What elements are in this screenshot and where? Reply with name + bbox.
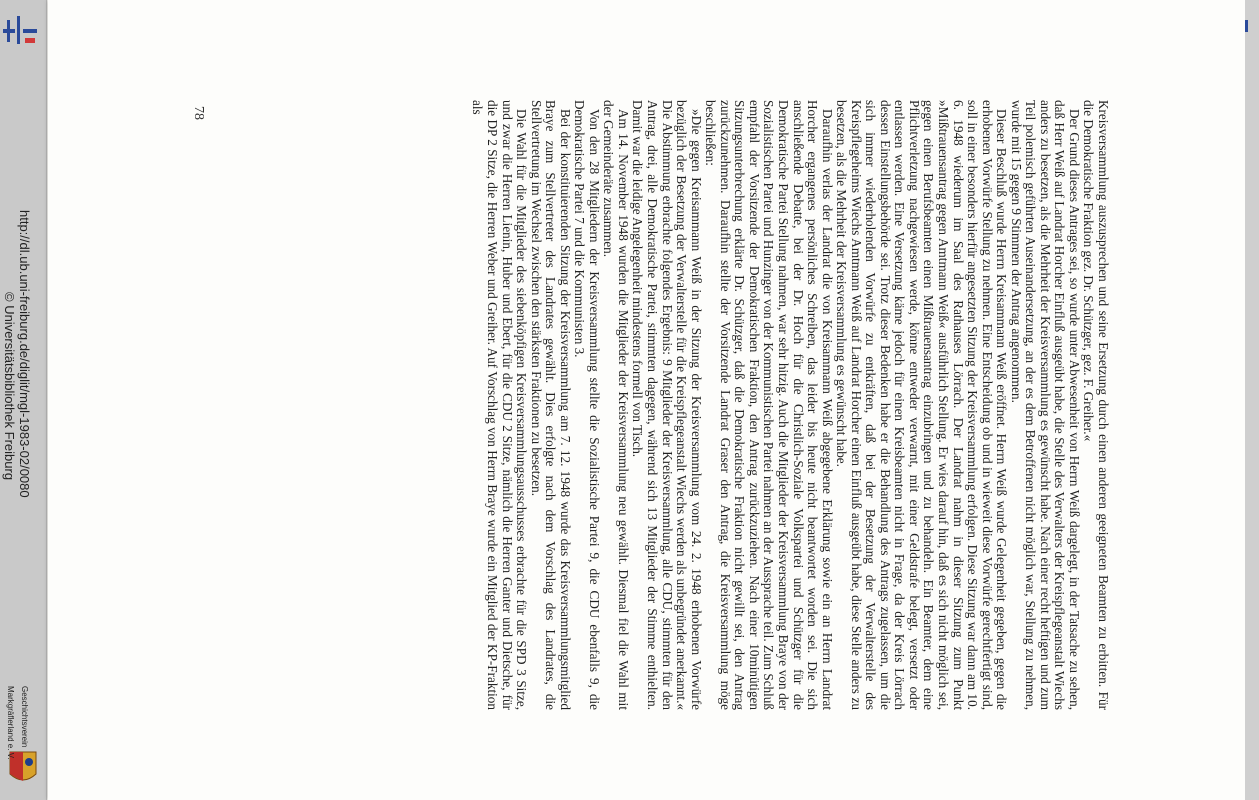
logo-fragment-icon xyxy=(1243,18,1253,34)
rotated-text-block xyxy=(175,100,1110,710)
paragraph: Dieser Beschluß wurde Herrn Kreisammann Weiß eröffnet. Herrn Weiß wurde Gelegenheit gegeben, gegen die erhobenen Vorwürfe Stellung zu nehmen. Eine Entscheidung ob und in wieweit diese Vorwürfe gerechtfertigt sind, soll in einer besonders hierfür angesetzten Sitzung der Kreisversammlung erfolgen. Diese Sitzung war dann am 10. 6. 1948 wiederum im Saal des Rathauses Lörrach. Der Landrat nahm in dieser Sitzung zum Punkt »Mißtrauensantrag gegen Amtmann Weiß« ausführlich Stellung. Er wies darauf hin, daß es sich nicht möglich sei, gegen einen Berufsbeamten einen Mißtrauensantrag einzubringen und zu behandeln. Ein Beamter, dem eine Pflichtverletzung nachgewiesen werde, könne entweder verwarnt, mit einer Geldstrafe belegt, versetzt oder entlassen werden. Eine Versetzung käme jedoch für einen Kreisbeamten nicht in Frage, da der Kreis Lörrach dessen Einstellungsbehörde sei. Trotz dieser Bedenken habe er die Behandlung des Antrags zugelassen, um die sich immer wiederholenden Vorwürfe zu entkräften, daß bei der Besetzung der Verwalterstelle des Kreispflegeheims Wiechs Amtmann Weiß auf Landrat Horcher einen Einfluß ausgeübt habe, diese Stelle anders zu besetzen, als die Mehrheit der Kreisversammlung es gewünscht habe. xyxy=(834,100,1010,710)
paragraph: Am 14. November 1948 wurden die Mitglieder der Kreisversammlung neu gewählt. Diesmal fiel die Wahl mit der Gemeinderäte zusammen. xyxy=(601,100,631,710)
page-number: 78 xyxy=(191,106,206,120)
coat-of-arms-icon xyxy=(8,748,38,788)
paragraph: »Die gegen Kreisammann Weiß in der Sitzung der Kreisversammlung vom 24. 2. 1948 erhobenen Vorwürfe bezüglich der Besetzung der Verwalterstelle für die Kreispflegeanstalt Wiechs werden als unbegründet anerkannt.« Die Abstimmung erbrachte folgendes Ergebnis: 9 Mitglieder der Kreisversammlung, alle CDU, stimmten für den Antrag, drei, alle Demokratische Partei, stimmten dagegen, während sich 13 Mitglieder der Stimme enthielten. Damit war die leidige Angelegenheit mindestens formell von Tisch. xyxy=(630,100,704,710)
paragraph: Daraufhin verlas der Landrat die von Kreisammann Weiß abgegebene Erklärung sowie ein an Herrn Landrat Horcher ergangenes persönliches Schreiben, das leider bis heute nicht beantwortet worden sei. Die sich anschließende Debatte, bei der Dr. Hoch für die Christlich-Soziale Volkspartei und Schützger für die Demokratische Partei Stellung nahmen, war sehr hitzig. Auch die Mitglieder der Kreisversammlung Braye von der Sozialistischen Partei und Hunzinger von der Kommunistischen Partei nahmen an der Aussprache teil. Zum Schluß empfahl der Vorsitzende der Demokratischen Fraktion, den Antrag zurückzuziehen. Nach einer 10minütigen Sitzungsunterbrechung erklärte Dr. Schützger, daß die Demokratische Fraktion nicht gewillt sei, den Antrag zurückzunehmen. Daraufhin stellte der Vorsitzende Landrat Graser den Antrag, die Kreisversammlung möge beschließen: xyxy=(703,100,835,710)
source-url: http://dl.ub.uni-freiburg.de/diglit/mgl-1983-02/0080 xyxy=(17,210,32,498)
paragraph: Der Grund dieses Antrages sei, so wurde unter Abwesenheit von Herrn Weiß dargelegt, in der Tatsache zu sehen, daß Herr Weiß auf Landrat Horcher Einfluß ausgeübt habe, die Stelle des Verwalters der Kreispflegeanstalt Wiechs anders zu besetzen, als die Mehrheit der Kreisversammlung es gewünscht habe. Nach einer recht heftigen und zum Teil polemisch geführten Auseinandersetzung, an der es dem Betroffenen nicht möglich war, Stellung zu nehmen, wurde mit 15 gegen 9 Stimmen der Antrag angenommen. xyxy=(1008,100,1082,710)
paragraph: Von den 28 Mitgliedern der Kreisversammlung stellte die Sozialistische Partei 9, die CDU ebenfalls 9, die Demokratische Partei 7 und die Kommunisten 3. xyxy=(572,100,602,710)
paragraph: Kreisversammlung auszusprechen und seine Ersetzung durch einen anderen geeigneten Beamten zu erbitten. Für die Demokratische Fraktion gez. Dr. Schützger, gez. F. Greiher.« xyxy=(1081,100,1111,710)
library-logo-icon xyxy=(3,14,37,48)
paragraph: Die Wahl für die Mitglieder des siebenköpfigen Kreisversammlungsausschusses erbrachte für die SPD 3 Sitze, und zwar die Herren Lienin, Huber und Ebert, für die CDU 2 Sitze, nämlich die Herren Ganter und Dietsche, für die DP 2 Sitze, die Herren Weber und Greiher. Auf Vorschlag von Herrn Braye wurde ein Mitglied der KP-Fraktion als xyxy=(470,100,530,710)
publisher-line-1: Geschichtsverein xyxy=(20,686,29,748)
left-sidebar xyxy=(0,0,47,800)
right-sidebar xyxy=(1245,0,1259,800)
paragraph: Bei der konstituierenden Sitzung der Kreisversammlung am 7. 12. 1948 wurde das Kreisversammlungsmitglied Braye zum Stellvertreter des Landrates gewählt. Dies erfolgte nach dem Vorschlag des Landrates, die Stellvertretung im Wechsel zwischen den stärksten Fraktionen zu besetzen. xyxy=(528,100,573,710)
publisher-line-2: Markgräflerland e. V. xyxy=(6,686,15,760)
copyright-line: © Universitätsbibliothek Freiburg xyxy=(2,292,17,481)
